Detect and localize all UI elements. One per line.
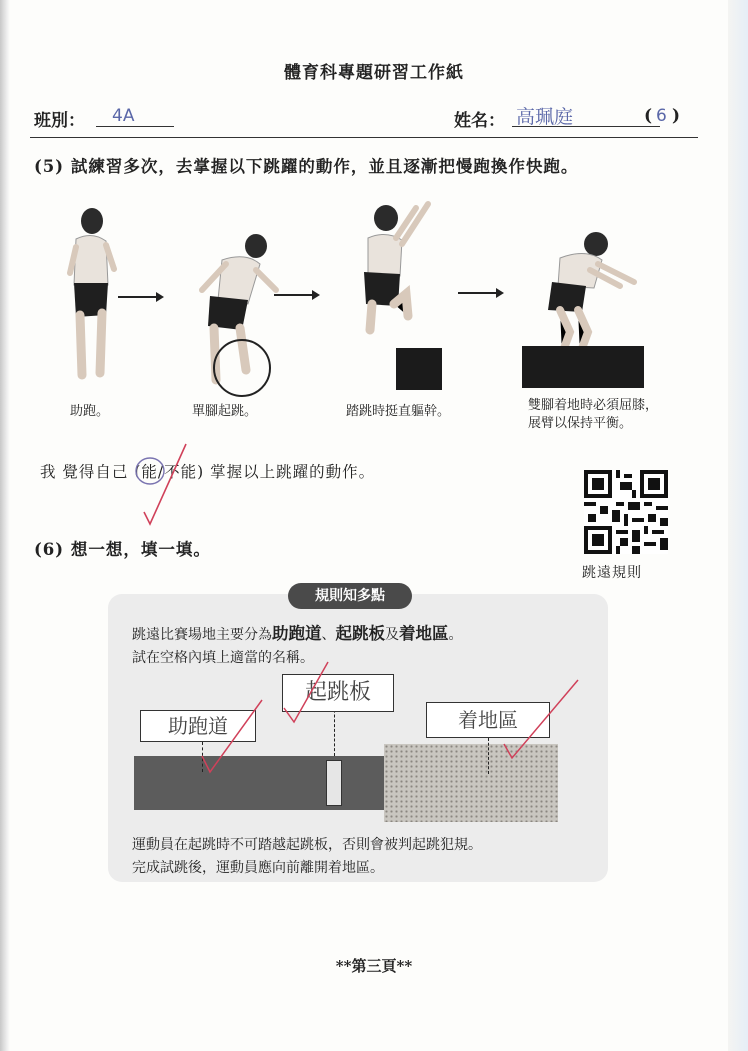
- option-separator: /: [157, 463, 165, 481]
- arrow-3: [458, 292, 502, 294]
- caption-upright-trunk: 踏跳時挺直軀幹。: [346, 404, 451, 419]
- q6-prompt: (6) 想一想，填一填。: [34, 540, 211, 559]
- caption-landing-1: 雙腳着地時必須屈膝，: [528, 398, 659, 413]
- q5-prompt: (5) 試練習多次，去掌握以下跳躍的動作，並且逐漸把慢跑換作快跑。: [34, 157, 579, 176]
- arrow-1: [118, 296, 162, 298]
- worksheet-title: 體育科專題研習工作紙: [284, 63, 464, 83]
- qr-code-icon[interactable]: [584, 470, 668, 554]
- scan-right-edge: [728, 0, 748, 1051]
- rules-line-1: 跳遠比賽場地主要分為助跑道、起跳板及着地區。: [132, 624, 463, 643]
- arrow-2: [274, 294, 318, 296]
- name-underline: [512, 126, 660, 127]
- qr-caption: 跳遠規則: [582, 565, 642, 581]
- header-divider: [30, 137, 698, 138]
- rule-exit: 完成試跳後，運動員應向前離開着地區。: [132, 860, 384, 876]
- figure-take-off: [196, 230, 280, 400]
- option-cannot[interactable]: 不能: [164, 463, 198, 481]
- answer-box-run-up[interactable]: 助跑道: [140, 710, 256, 742]
- class-underline: [96, 126, 174, 127]
- term-landing-area: 着地區: [399, 624, 449, 643]
- name-label: 姓名：: [454, 111, 505, 131]
- caption-take-off: 單腳起跳。: [192, 404, 258, 419]
- sentence-suffix: ) 掌握以上跳躍的動作。: [197, 463, 376, 481]
- option-can[interactable]: 能: [141, 460, 158, 482]
- answer-box-take-off[interactable]: 起跳板: [282, 674, 394, 712]
- rules-box-title: 規則知多點: [288, 583, 412, 609]
- header-row: [34, 100, 694, 132]
- term-run-up-track: 助跑道: [272, 624, 322, 643]
- class-label: 班別：: [34, 111, 85, 131]
- sentence-prefix: 我 覺得自己 (: [40, 463, 142, 481]
- answer-box-landing[interactable]: 着地區: [426, 702, 550, 738]
- rule-foul: 運動員在起跳時不可踏越起跳板，否則會被判起跳犯規。: [132, 837, 482, 853]
- self-assessment-sentence: [40, 460, 375, 482]
- page-footer: **第三頁**: [335, 957, 413, 975]
- figure-landing: [520, 230, 646, 390]
- figure-upright-trunk: [356, 198, 448, 392]
- caption-run-up: 助跑。: [70, 404, 110, 419]
- tick-mark-icon: [140, 440, 200, 530]
- rules-line-2: 試在空格內填上適當的名稱。: [132, 650, 314, 666]
- term-take-off-board: 起跳板: [335, 624, 385, 643]
- caption-landing-2: 展臂以保持平衡。: [528, 416, 633, 431]
- figure-run-up: [62, 205, 118, 385]
- number-close: ): [672, 106, 681, 126]
- name-value: 高珮庭: [516, 106, 574, 128]
- tick-marks-icon: [180, 660, 580, 780]
- class-value: 4A: [112, 106, 135, 126]
- number-open: (: [644, 106, 653, 126]
- number-value: 6: [656, 106, 667, 126]
- scan-left-edge: [0, 0, 10, 1051]
